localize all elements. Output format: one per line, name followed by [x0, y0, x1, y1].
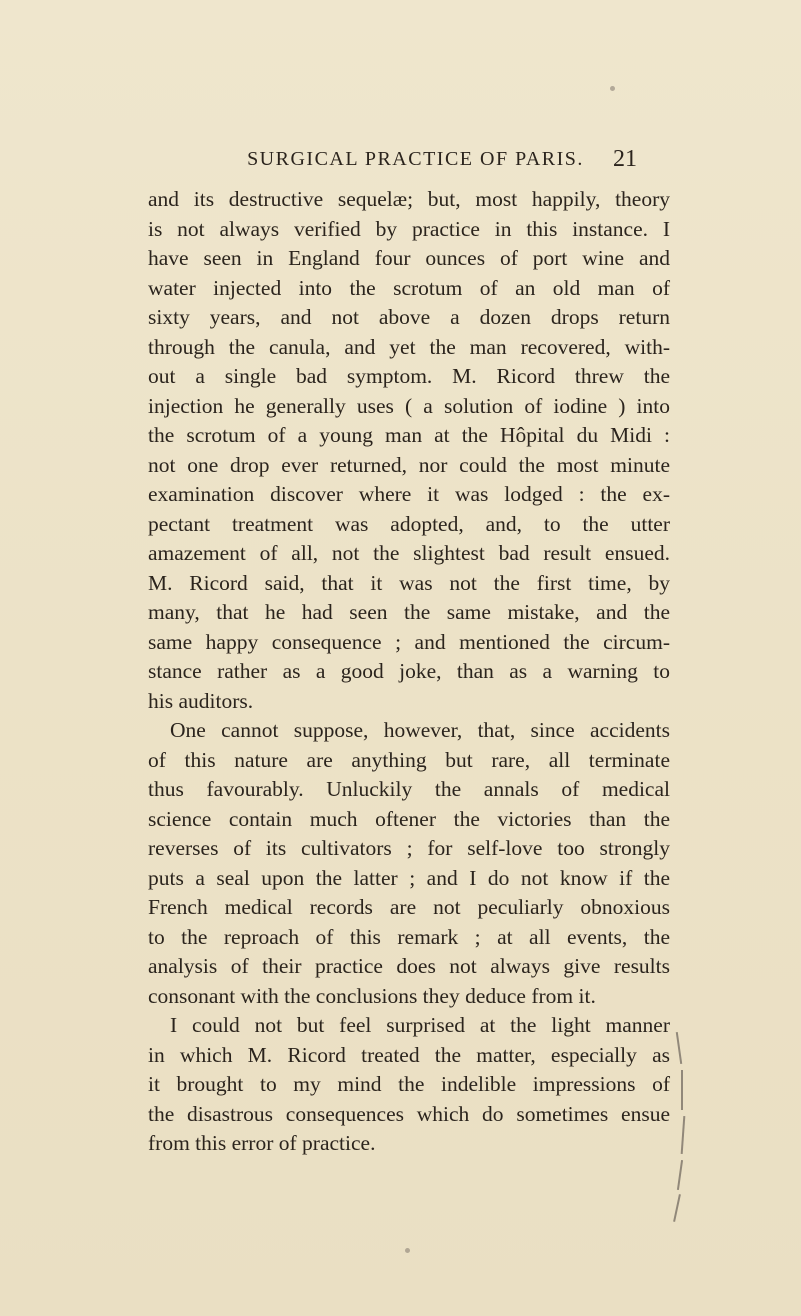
text-line: amazement of all, not the slightest bad result ensued.: [148, 541, 670, 565]
page-header: [0, 148, 801, 172]
text-line: thus favourably. Unluckily the annals of medical: [148, 777, 670, 801]
text-line: it brought to my mind the indelible impressions of: [148, 1072, 670, 1096]
text-line: stance rather as a good joke, than as a warning to: [148, 659, 670, 683]
text-line: injection he generally uses ( a solution of iodine ) into: [148, 393, 670, 418]
margin-pencil-mark: [677, 1160, 683, 1190]
text-line: M. Ricord said, that it was not the first time, by: [148, 570, 670, 595]
text-line: and its destructive sequelæ; but, most happily, theory: [148, 187, 670, 211]
text-line: of this nature are anything but rare, all terminate: [148, 747, 670, 772]
ink-speck: [405, 1248, 410, 1253]
text-line: have seen in England four ounces of port wine and: [148, 246, 670, 270]
text-line: consonant with the conclusions they deduce from it.: [148, 983, 596, 1008]
text-line: through the canula, and yet the man recovered, with-: [148, 334, 670, 359]
text-line: out a single bad symptom. M. Ricord threw the: [148, 364, 670, 388]
text-line: not one drop ever returned, nor could the most minute: [148, 452, 670, 477]
text-line: is not always verified by practice in this instance. I: [148, 216, 670, 241]
margin-pencil-mark: [681, 1116, 686, 1154]
page-number: 21: [613, 146, 637, 172]
ink-speck: [610, 86, 615, 91]
text-line: sixty years, and not above a dozen drops return: [148, 305, 670, 329]
text-line: science contain much oftener the victories than the: [148, 806, 670, 831]
text-line: I could not but feel surprised at the light manner: [170, 1013, 670, 1037]
text-line: from this error of practice.: [148, 1131, 376, 1155]
text-line: same happy consequence ; and mentioned the circum-: [148, 629, 670, 654]
text-line: to the reproach of this remark ; at all events, the: [148, 924, 670, 949]
text-line: his auditors.: [148, 688, 254, 713]
text-line: pectant treatment was adopted, and, to the utter: [148, 511, 670, 536]
text-line: analysis of their practice does not always give results: [148, 954, 670, 978]
margin-pencil-mark: [673, 1194, 681, 1222]
text-line: the disastrous consequences which do sometimes ensue: [148, 1101, 670, 1126]
text-line: French medical records are not peculiarly obnoxious: [148, 895, 670, 919]
margin-pencil-mark: [681, 1070, 683, 1110]
text-line: examination discover where it was lodged : the ex-: [148, 482, 670, 506]
text-line: many, that he had seen the same mistake, and the: [148, 600, 670, 624]
text-line: One cannot suppose, however, that, since accidents: [170, 718, 670, 742]
text-line: the scrotum of a young man at the Hôpital du Midi :: [148, 423, 670, 447]
text-line: in which M. Ricord treated the matter, especially as: [148, 1042, 670, 1067]
text-line: reverses of its cultivators ; for self-love too strongly: [148, 836, 670, 860]
text-line: puts a seal upon the latter ; and I do not know if the: [148, 865, 670, 890]
running-title: SURGICAL PRACTICE OF PARIS.: [247, 148, 584, 170]
margin-pencil-mark: [676, 1032, 682, 1064]
text-line: water injected into the scrotum of an old man of: [148, 275, 670, 300]
body-text: [148, 185, 670, 1159]
